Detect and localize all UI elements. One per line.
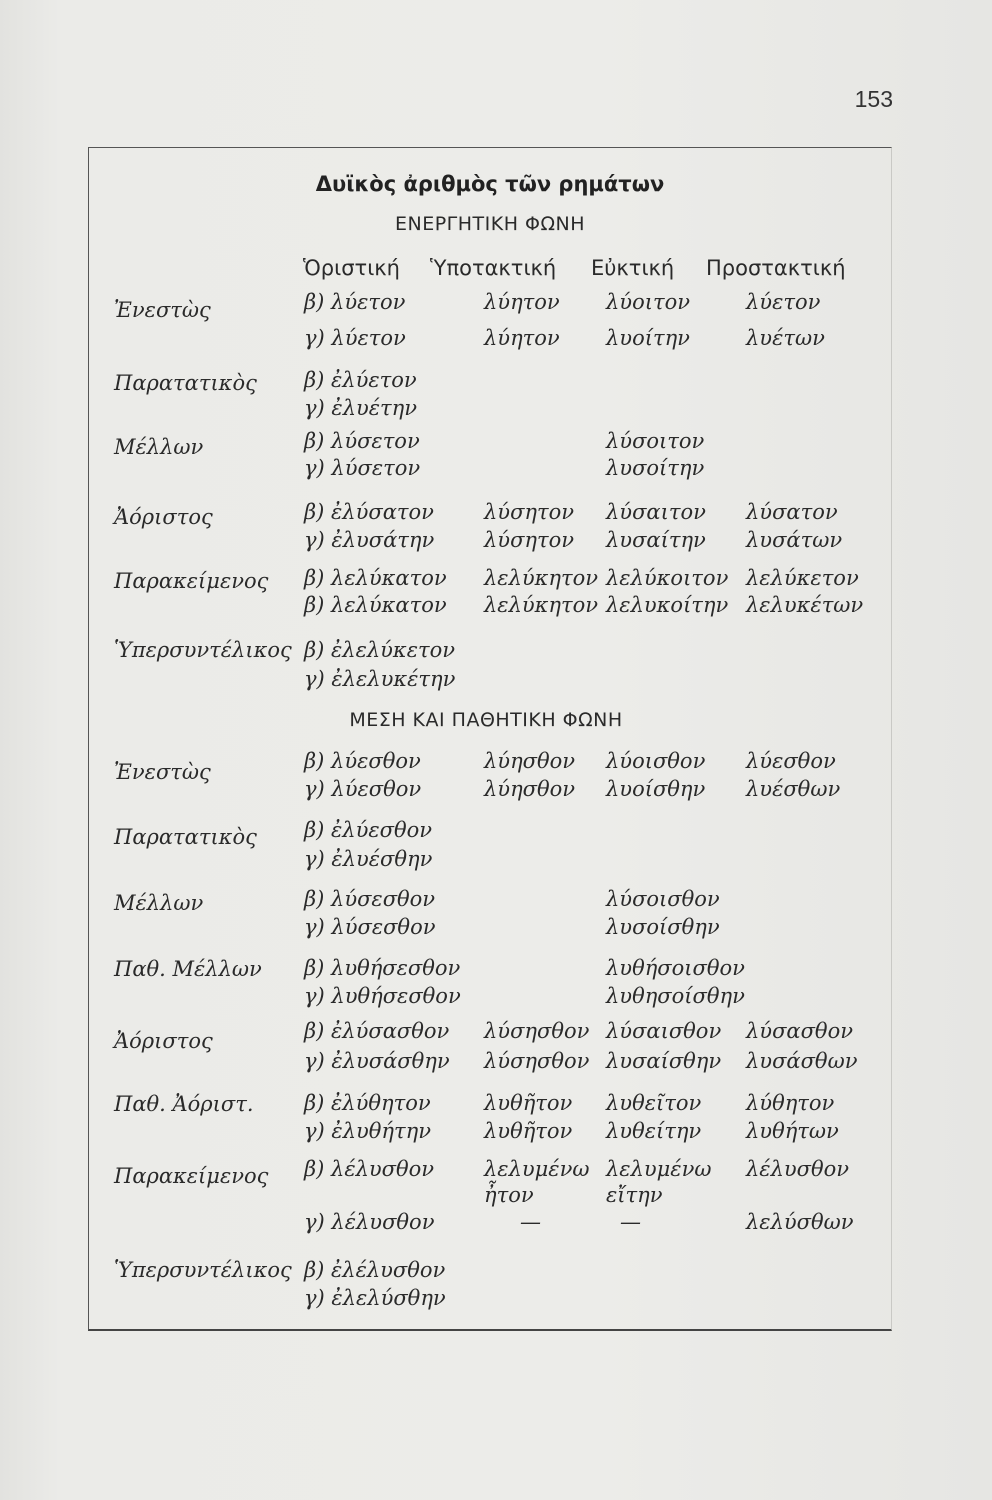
tense-label: Ἐνεστὼς (114, 298, 211, 322)
tense-label: Ἀόριστος (114, 505, 213, 529)
optative-form: — (620, 1210, 641, 1234)
conjugation-row (0, 1048, 992, 1074)
optative-form: λύσαισθον (606, 1019, 722, 1043)
imperative-form: λυέτων (746, 326, 825, 350)
optative-form: λυθεῖτον (606, 1091, 702, 1115)
conjugation-row (0, 637, 992, 663)
optative-form: λύσαιτον (606, 500, 706, 524)
imperative-form: λελυκέτων (746, 593, 864, 617)
indicative-form: γ) λυθήσεσθον (304, 984, 461, 1008)
optative-form: λυοίσθην (606, 777, 706, 801)
indicative-form: β) λελύκατον (304, 593, 447, 617)
imperative-form: λελύσθων (746, 1210, 854, 1234)
indicative-form: γ) λύσεσθον (304, 915, 436, 939)
conjugation-row (0, 499, 992, 525)
conjugation-row (0, 1118, 992, 1144)
subjunctive-form: — (520, 1210, 541, 1234)
conjugation-row (0, 325, 992, 351)
tense-label: Παρακείμενος (114, 1164, 269, 1188)
tense-label: Παρακείμενος (114, 569, 269, 593)
optative-form: εἴτην (606, 1183, 663, 1207)
indicative-form: γ) λύετον (304, 326, 406, 350)
tense-label: Ἀόριστος (114, 1029, 213, 1053)
conjugation-row (0, 1257, 992, 1283)
indicative-form: β) ἐλελύκετον (304, 638, 455, 662)
conjugation-row (0, 817, 992, 843)
optative-form: λυσαίτην (606, 528, 706, 552)
header-imperative: Προστακτική (706, 256, 846, 280)
imperative-form: λύεσθον (746, 749, 836, 773)
indicative-form: β) ἐλύεσθον (304, 818, 433, 842)
conjugation-row (0, 983, 992, 1009)
subjunctive-form: λύησθον (484, 749, 576, 773)
conjugation-row (0, 395, 992, 421)
indicative-form: β) ἐλύετον (304, 368, 417, 392)
indicative-form: β) λύσεσθον (304, 887, 436, 911)
indicative-form: β) ἐλύσατον (304, 500, 434, 524)
imperative-form: λύετον (746, 290, 821, 314)
indicative-form: γ) λύεσθον (304, 777, 422, 801)
optative-form: λελύκοιτον (606, 566, 729, 590)
conjugation-row-continuation (0, 1182, 992, 1208)
subjunctive-form: λελύκητον (484, 566, 599, 590)
indicative-form: γ) λύσετον (304, 456, 421, 480)
subjunctive-form: ἦτον (484, 1183, 534, 1207)
subjunctive-form: λύσητον (484, 500, 575, 524)
conjugation-row (0, 565, 992, 591)
header-indicative: Ὁριστική (303, 256, 400, 280)
optative-form: λυθήσοισθον (606, 956, 745, 980)
subjunctive-form: λύητον (484, 290, 560, 314)
imperative-form: λυσάτων (746, 528, 843, 552)
tense-label: Παρατατικὸς (114, 825, 257, 849)
subjunctive-form: λελυμένω (484, 1157, 590, 1181)
indicative-form: β) λύετον (304, 290, 406, 314)
page-number: 153 (854, 86, 893, 112)
tense-label: Ἐνεστὼς (114, 760, 211, 784)
subjunctive-form: λύσησθον (484, 1049, 590, 1073)
indicative-form: γ) ἐλελυκέτην (304, 667, 456, 691)
conjugation-row (0, 367, 992, 393)
header-subjunctive: Ὑποτακτική (430, 256, 557, 280)
conjugation-row (0, 1156, 992, 1182)
indicative-form: β) λύεσθον (304, 749, 421, 773)
tense-label: Ὑπερσυντέλικος (114, 1258, 292, 1282)
subjunctive-form: λύησθον (484, 777, 576, 801)
header-optative: Εὐκτική (591, 256, 675, 280)
imperative-form: λύσασθον (746, 1019, 853, 1043)
table-title: Δυϊκὸς ἀριθμὸς τῶν ρημάτων (315, 172, 665, 196)
conjugation-row (0, 955, 992, 981)
conjugation-row (0, 1090, 992, 1116)
subjunctive-form: λύητον (484, 326, 560, 350)
optative-form: λυσοίτην (606, 456, 705, 480)
optative-form: λελυμένω (606, 1157, 712, 1181)
indicative-form: β) ἐλέλυσθον (304, 1258, 446, 1282)
conjugation-row (0, 592, 992, 618)
indicative-form: β) λελύκατον (304, 566, 447, 590)
subjunctive-form: λύσητον (484, 528, 575, 552)
tense-label: Μέλλων (114, 891, 204, 915)
tense-label: Παρατατικὸς (114, 371, 257, 395)
optative-form: λυσοίσθην (606, 915, 720, 939)
conjugation-row (0, 1285, 992, 1311)
imperative-form: λύσατον (746, 500, 838, 524)
indicative-form: γ) ἐλυσάτην (304, 528, 435, 552)
indicative-form: γ) λέλυσθον (304, 1210, 435, 1234)
indicative-form: γ) ἐλελύσθην (304, 1286, 446, 1310)
indicative-form: β) ἐλύσασθον (304, 1019, 450, 1043)
subjunctive-form: λυθῆτον (484, 1091, 573, 1115)
conjugation-row (0, 886, 992, 912)
subjunctive-form: λελύκητον (484, 593, 599, 617)
indicative-form: γ) ἐλυέσθην (304, 847, 433, 871)
mood-header-row (0, 254, 992, 282)
indicative-form: β) λυθήσεσθον (304, 956, 461, 980)
conjugation-row (0, 527, 992, 553)
subjunctive-form: λυθῆτον (484, 1119, 573, 1143)
conjugation-row (0, 776, 992, 802)
optative-form: λύσοισθον (606, 887, 720, 911)
indicative-form: γ) ἐλυθήτην (304, 1119, 431, 1143)
optative-form: λελυκοίτην (606, 593, 729, 617)
indicative-form: γ) ἐλυσάσθην (304, 1049, 450, 1073)
subjunctive-form: λύσησθον (484, 1019, 590, 1043)
optative-form: λυσαίσθην (606, 1049, 722, 1073)
tense-label: Παθ. Μέλλων (114, 957, 262, 981)
imperative-form: λελύκετον (746, 566, 859, 590)
conjugation-row (0, 455, 992, 481)
imperative-form: λύθητον (746, 1091, 835, 1115)
imperative-form: λέλυσθον (746, 1157, 850, 1181)
optative-form: λύσοιτον (606, 429, 705, 453)
tense-label: Μέλλων (114, 435, 204, 459)
tense-label: Ὑπερσυντέλικος (114, 638, 292, 662)
imperative-form: λυσάσθων (746, 1049, 858, 1073)
indicative-form: β) ἐλύθητον (304, 1091, 431, 1115)
conjugation-row (0, 289, 992, 315)
imperative-form: λυθήτων (746, 1119, 839, 1143)
conjugation-row (0, 1209, 992, 1235)
conjugation-row (0, 748, 992, 774)
tense-label: Παθ. Ἀόριστ. (114, 1092, 254, 1116)
optative-form: λυοίτην (606, 326, 690, 350)
conjugation-row (0, 914, 992, 940)
section-heading-active: ΕΝΕΡΓΗΤΙΚΗ ΦΩΝΗ (394, 213, 586, 235)
conjugation-row (0, 428, 992, 454)
optative-form: λυθείτην (606, 1119, 702, 1143)
section-heading-middle-passive: ΜΕΣΗ ΚΑΙ ΠΑΘΗΤΙΚΗ ΦΩΝΗ (349, 709, 623, 731)
imperative-form: λυέσθων (746, 777, 841, 801)
conjugation-row (0, 846, 992, 872)
optative-form: λύοιτον (606, 290, 690, 314)
conjugation-row (0, 1018, 992, 1044)
optative-form: λύοισθον (606, 749, 706, 773)
indicative-form: γ) ἐλυέτην (304, 396, 417, 420)
optative-form: λυθησοίσθην (606, 984, 745, 1008)
indicative-form: β) λύσετον (304, 429, 420, 453)
indicative-form: β) λέλυσθον (304, 1157, 435, 1181)
conjugation-row (0, 666, 992, 692)
